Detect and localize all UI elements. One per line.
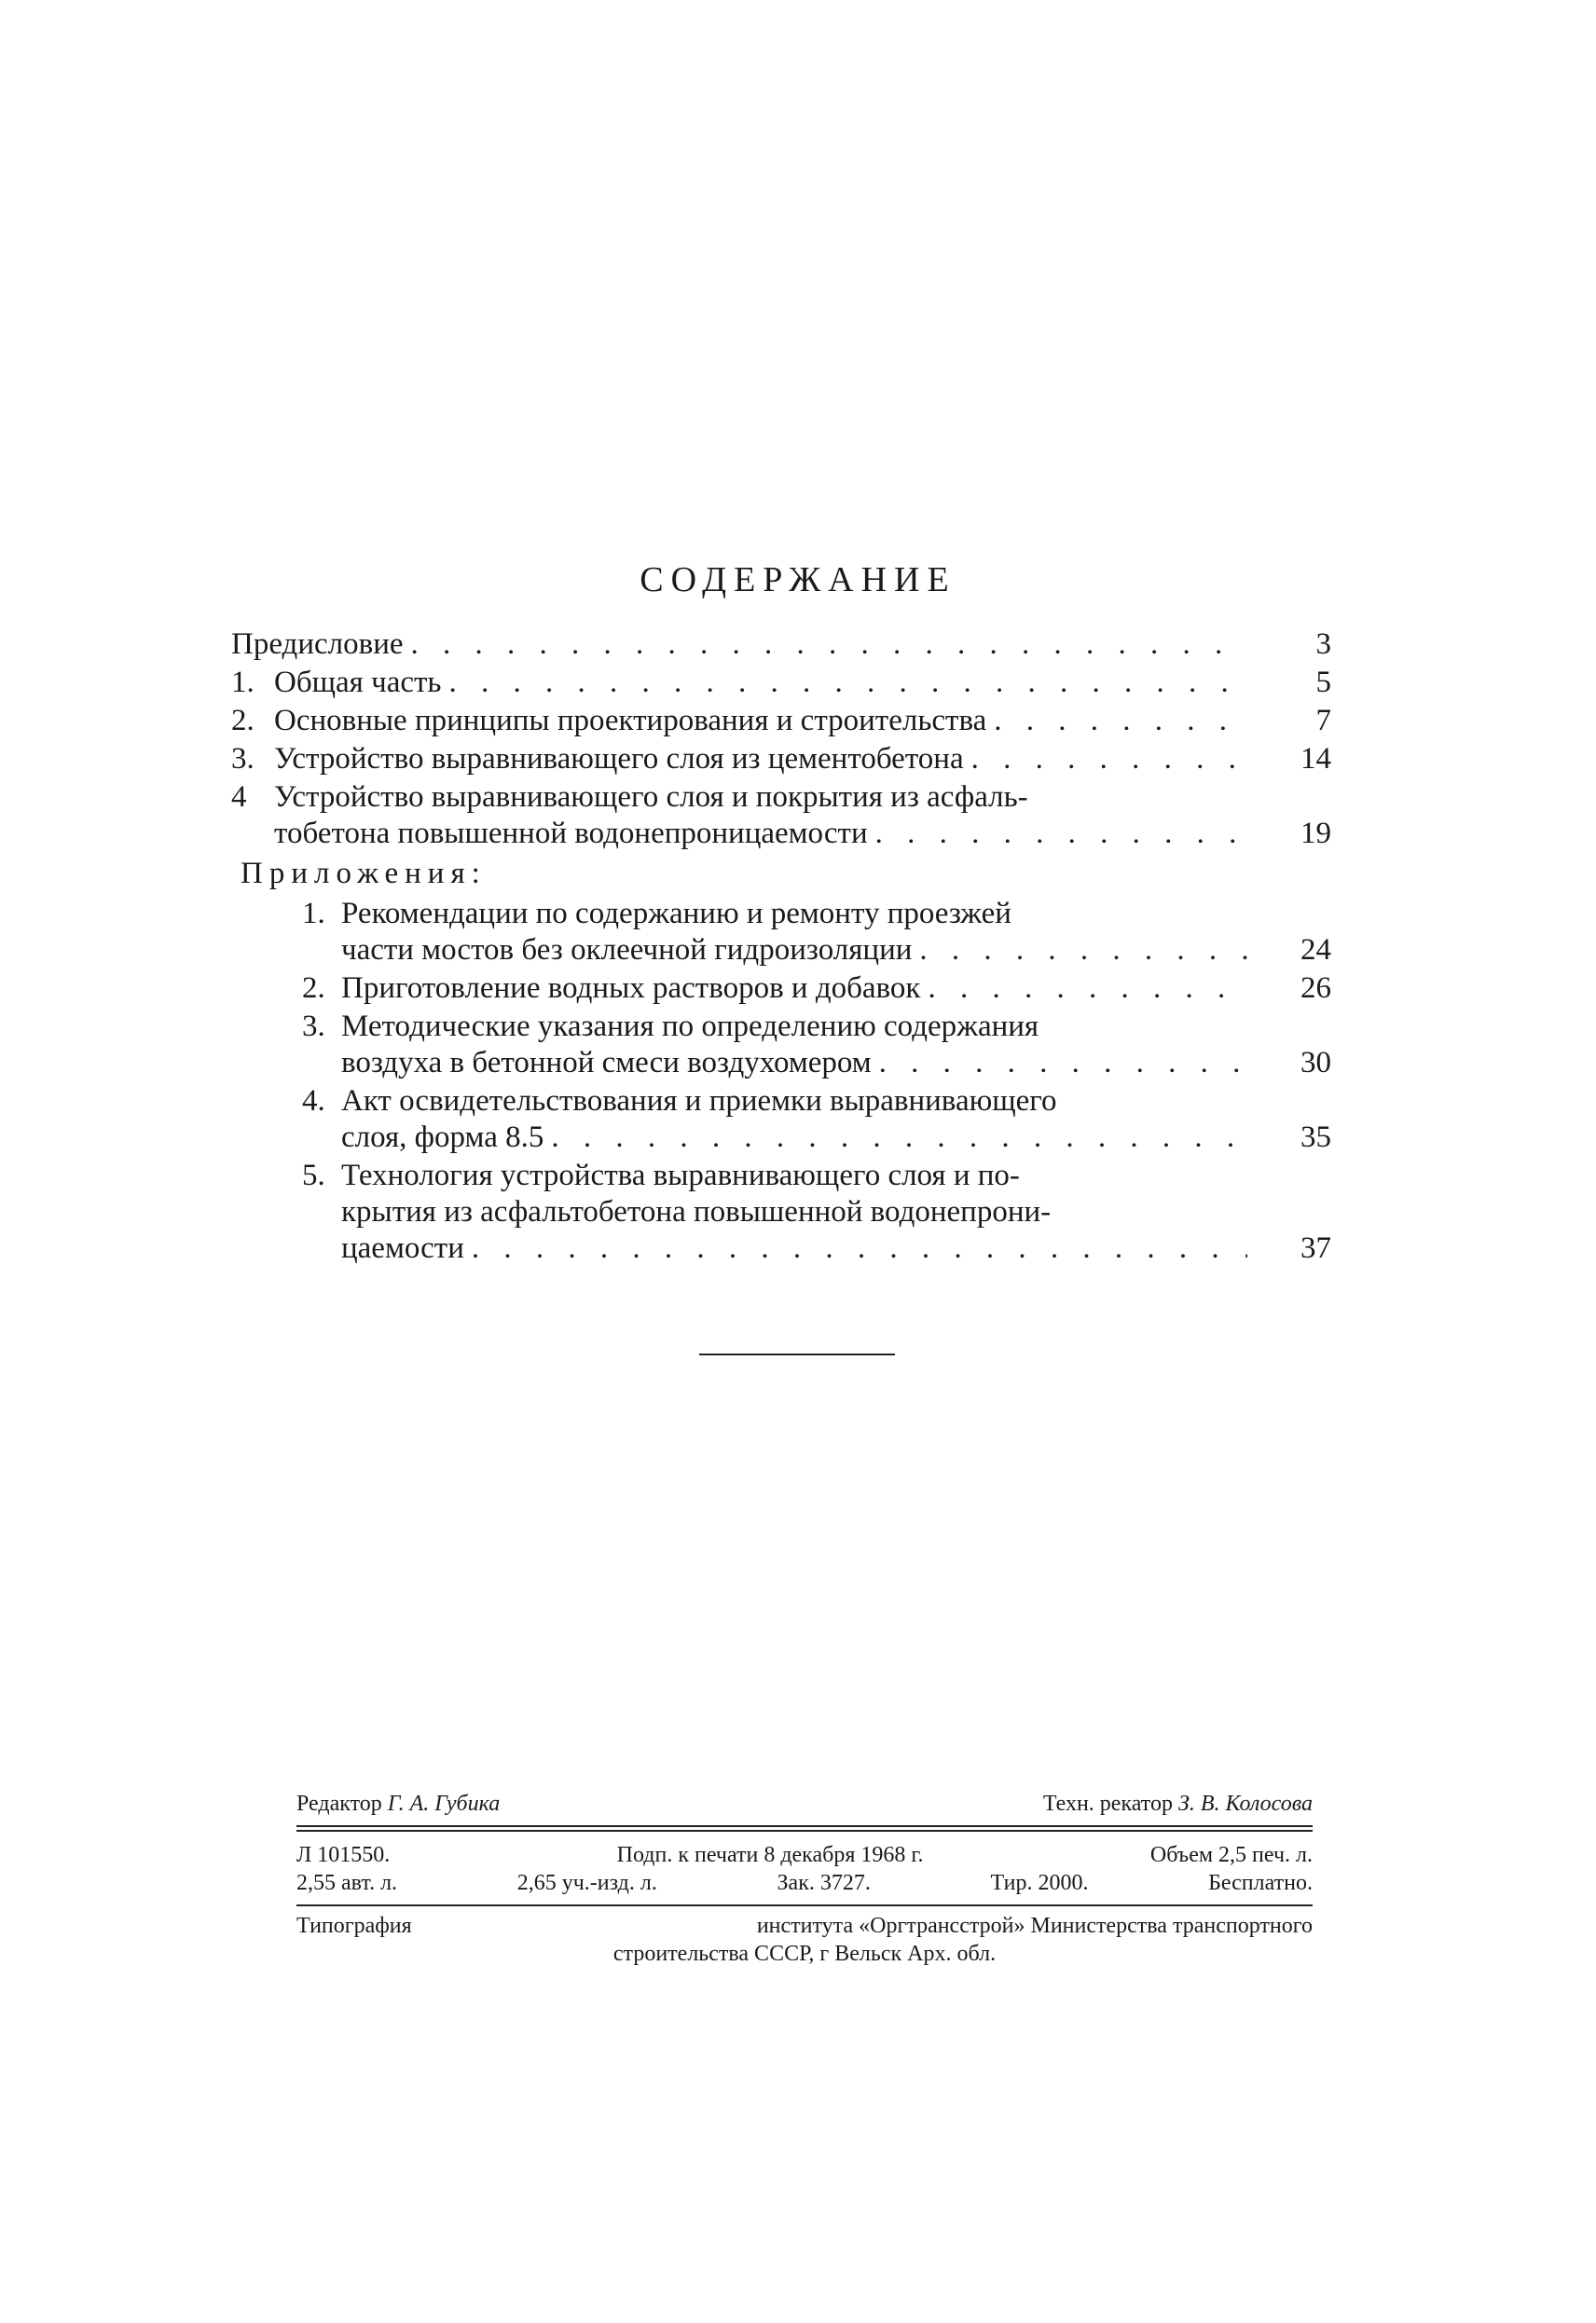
toc-page-number: 7 (1315, 704, 1331, 737)
leader-dots (872, 1045, 1247, 1081)
toc-entry-text: Приготовление водных растворов и добавок (341, 971, 921, 1005)
price: Бесплатно. (1208, 1871, 1313, 1895)
leader-dots (912, 932, 1247, 969)
publication-sheets: 2,65 уч.-изд. л. (516, 1871, 657, 1895)
tech-editor-label: Техн. рекатор (1042, 1792, 1173, 1816)
toc-entry-number: 2. (231, 704, 255, 737)
separator-rule (699, 1354, 895, 1355)
toc-entry-number: 4 (231, 780, 247, 814)
leader-dots (404, 626, 1248, 663)
toc-entry-text: тобетона повышенной водонепроницаемости (274, 817, 868, 850)
toc-entry (231, 779, 1331, 852)
toc-entry (231, 703, 1331, 739)
toc-entry-number: 5. (302, 1159, 325, 1192)
toc-entry (302, 1083, 1331, 1156)
toc-entry-text: воздуха в бетонной смеси воздухомером (341, 1046, 872, 1079)
toc-entry-number: 4. (302, 1084, 325, 1118)
toc-entry-text: Технология устройства выравнивающего слоя и по- (341, 1159, 1020, 1192)
appendix-heading: Приложения: (241, 857, 487, 890)
leader-dots (986, 703, 1247, 739)
license-number: Л 101550. (296, 1843, 391, 1867)
editor-name: Г. А. Губика (387, 1792, 501, 1816)
tech-editor-name: З. В. Колосова (1177, 1792, 1313, 1816)
leader-dots (464, 1230, 1247, 1267)
toc-entry-text: Общая часть (274, 666, 442, 699)
leader-dots (964, 741, 1247, 777)
toc-entry-text: Рекомендации по содержанию и ремонту проезжей (341, 897, 1011, 930)
toc-page-number: 24 (1300, 933, 1331, 967)
toc-page-number: 35 (1300, 1120, 1331, 1154)
toc-entry-text: Устройство выравнивающего слоя и покрытия из асфаль- (274, 780, 1028, 814)
toc-entry-preface (231, 626, 1331, 663)
leader-dots (920, 970, 1247, 1007)
toc-entry-label: Предисловие (231, 627, 404, 661)
toc-entry-number: 3. (302, 1010, 325, 1043)
rule (296, 1904, 1313, 1906)
printer-institute: института «Оргтрансстрой» Министерства транспортного (756, 1914, 1313, 1938)
toc-page-number: 19 (1300, 817, 1331, 850)
toc-entry-number: 1. (231, 666, 255, 699)
toc-entry (231, 665, 1331, 701)
table-of-contents (231, 626, 1331, 1269)
toc-page-number: 5 (1315, 666, 1331, 699)
toc-page-number: 26 (1300, 971, 1331, 1005)
toc-entry (302, 896, 1331, 969)
colophon (296, 1790, 1313, 1968)
toc-page-number: 14 (1300, 742, 1331, 776)
order-number: Зак. 3727. (777, 1871, 871, 1895)
double-rule (296, 1825, 1313, 1832)
toc-entry (302, 970, 1331, 1007)
toc-entry-text: Методические указания по определению содержания (341, 1010, 1039, 1043)
toc-entry (302, 1009, 1331, 1081)
leader-dots (868, 816, 1247, 852)
page-title: СОДЕРЖАНИЕ (640, 560, 956, 599)
toc-entry-number: 2. (302, 971, 325, 1005)
signed-for-print: Подп. к печати 8 декабря 1968 г. (616, 1843, 924, 1867)
leader-dots (441, 665, 1247, 701)
toc-entry-text: части мостов без оклеечной гидроизоляции (341, 933, 913, 967)
toc-entry-text: слоя, форма 8.5 (341, 1120, 544, 1154)
toc-entry (231, 741, 1331, 777)
toc-page-number: 37 (1300, 1231, 1331, 1265)
toc-entry-number: 1. (302, 897, 325, 930)
toc-entry-text: Акт освидетельствования и приемки выравнивающего (341, 1084, 1057, 1118)
print-volume: Объем 2,5 печ. л. (1149, 1843, 1313, 1867)
printer-location: строительства СССР, г Вельск Арх. обл. (612, 1942, 997, 1966)
printer-label: Типография (296, 1914, 412, 1938)
toc-entry-text: крытия из асфальтобетона повышенной водонепрони- (341, 1195, 1052, 1229)
toc-entry (302, 1158, 1331, 1267)
author-sheets: 2,55 авт. л. (296, 1871, 398, 1895)
toc-entry-text: Устройство выравнивающего слоя из цементобетона (274, 742, 964, 776)
print-run: Тир. 2000. (990, 1871, 1089, 1895)
editor-label: Редактор (296, 1792, 382, 1816)
toc-entry-text: Основные принципы проектирования и строительства (274, 704, 987, 737)
toc-page-number: 30 (1300, 1046, 1331, 1079)
leader-dots (543, 1120, 1247, 1156)
toc-page-number: 3 (1315, 627, 1331, 661)
toc-entry-number: 3. (231, 742, 255, 776)
toc-entry-text: цаемости (341, 1231, 464, 1265)
